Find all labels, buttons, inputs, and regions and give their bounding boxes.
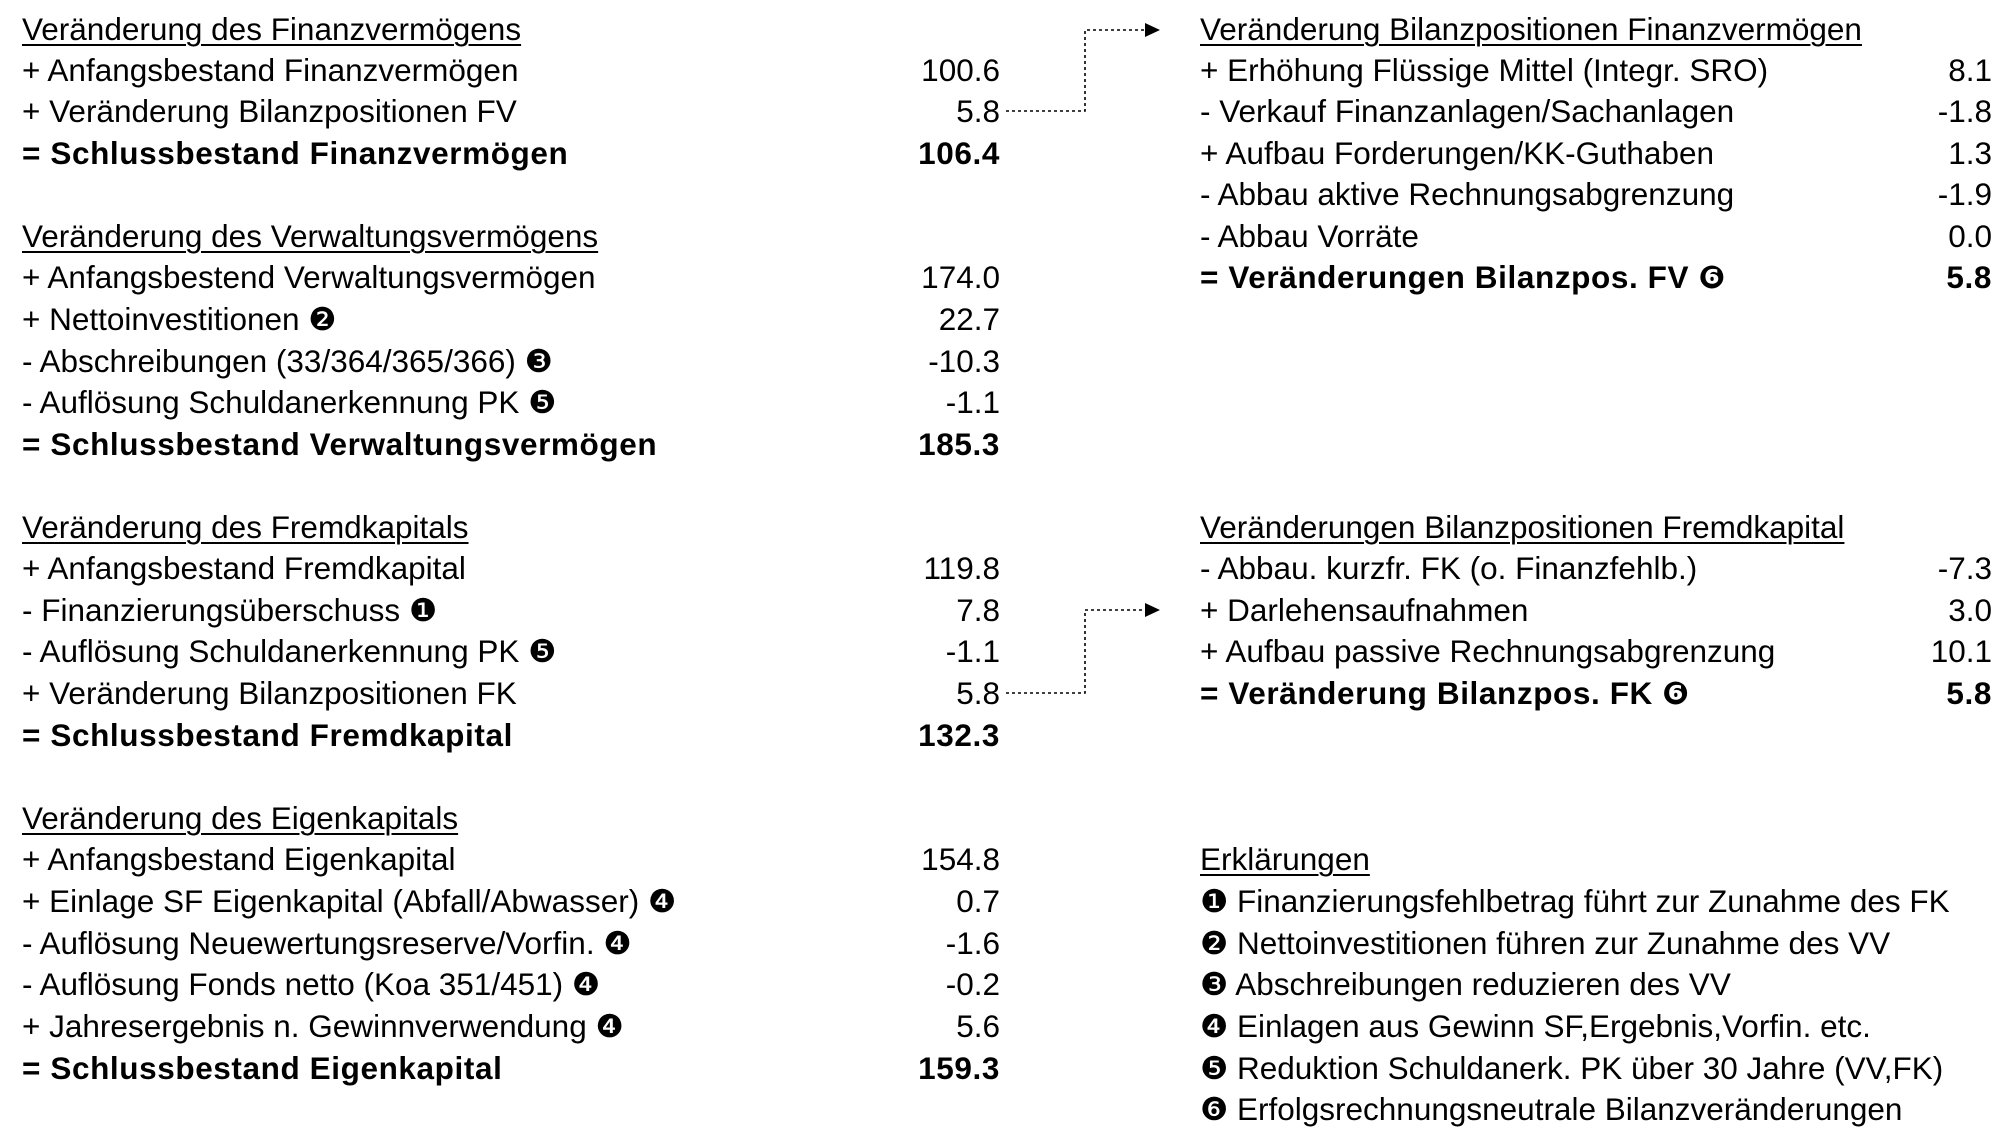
explanation-item: ❸ Abschreibungen reduzieren des VV [1200, 966, 1731, 1002]
row-value: -1.8 [1937, 93, 1992, 129]
total-label: = Schlussbestand Eigenkapital [22, 1050, 503, 1086]
row-value: -1.6 [945, 925, 1000, 961]
row-label: - Auflösung Neuewertungsreserve/Vorfin. ❹ [22, 925, 632, 961]
row-label: - Abbau aktive Rechnungsabgrenzung [1200, 176, 1735, 212]
row-value: 8.1 [1948, 52, 1992, 88]
total-label: = Veränderung Bilanzpos. FK ❻ [1200, 675, 1690, 711]
section-heading: Veränderung Bilanzpositionen Finanzvermögen [1200, 11, 1862, 47]
row-value: 5.8 [956, 675, 1000, 711]
row-value: 10.1 [1930, 633, 1992, 669]
row-label: + Nettoinvestitionen ❷ [22, 301, 337, 337]
row-label: + Anfangsbestand Eigenkapital [22, 841, 456, 877]
row-value: 100.6 [921, 52, 1000, 88]
total-label: = Schlussbestand Fremdkapital [22, 717, 513, 753]
connector-fk-arrow [1006, 603, 1160, 693]
section-heading: Veränderung des Finanzvermögens [22, 11, 522, 47]
total-label: = Veränderungen Bilanzpos. FV ❻ [1200, 259, 1726, 295]
row-value: -1.1 [945, 633, 1000, 669]
explanation-item: ❶ Finanzierungsfehlbetrag führt zur Zunahme des FK [1200, 883, 1950, 919]
explanations-heading: Erklärungen [1200, 841, 1370, 877]
explanation-item: ❷ Nettoinvestitionen führen zur Zunahme des VV [1200, 925, 1891, 961]
total-value: 5.8 [1946, 259, 1992, 295]
section-heading: Veränderungen Bilanzpositionen Fremdkapital [1200, 509, 1845, 545]
row-value: 22.7 [938, 301, 1000, 337]
row-label: + Anfangsbestend Verwaltungsvermögen [22, 259, 596, 295]
row-label: - Auflösung Fonds netto (Koa 351/451) ❹ [22, 966, 601, 1002]
explanation-item: ❻ Erfolgsrechnungsneutrale Bilanzveränderungen [1200, 1091, 1903, 1127]
row-value: -7.3 [1937, 550, 1992, 586]
total-value: 185.3 [918, 426, 1000, 462]
row-label: + Anfangsbestand Fremdkapital [22, 550, 466, 586]
connector-fv-arrow [1006, 23, 1160, 111]
row-value: 154.8 [921, 841, 1000, 877]
row-value: -10.3 [928, 343, 1000, 379]
row-value: -1.1 [945, 384, 1000, 420]
row-label: - Abbau Vorräte [1200, 218, 1419, 254]
row-value: -1.9 [1937, 176, 1992, 212]
row-label: - Auflösung Schuldanerkennung PK ❺ [22, 384, 557, 420]
row-label: + Anfangsbestand Finanzvermögen [22, 52, 519, 88]
row-value: 5.8 [956, 93, 1000, 129]
row-label: - Finanzierungsüberschuss ❶ [22, 592, 438, 628]
row-label: + Einlage SF Eigenkapital (Abfall/Abwasser) ❹ [22, 883, 677, 919]
row-value: 0.0 [1948, 218, 1992, 254]
row-label: - Abschreibungen (33/364/365/366) ❸ [22, 343, 553, 379]
row-label: + Erhöhung Flüssige Mittel (Integr. SRO) [1200, 52, 1769, 88]
row-label: + Darlehensaufnahmen [1200, 592, 1529, 628]
total-value: 132.3 [918, 717, 1000, 753]
explanation-item: ❺ Reduktion Schuldanerk. PK über 30 Jahre (VV,FK) [1200, 1050, 1944, 1086]
row-label: - Verkauf Finanzanlagen/Sachanlagen [1200, 93, 1735, 129]
row-value: 0.7 [956, 883, 1000, 919]
section-heading: Veränderung des Verwaltungsvermögens [22, 218, 599, 254]
row-value: 5.6 [956, 1008, 1000, 1044]
row-value: 1.3 [1948, 135, 1992, 171]
section-heading: Veränderung des Eigenkapitals [22, 800, 459, 836]
row-label: - Abbau. kurzfr. FK (o. Finanzfehlb.) [1200, 550, 1698, 586]
row-label: + Jahresergebnis n. Gewinnverwendung ❹ [22, 1008, 624, 1044]
total-value: 106.4 [918, 135, 1000, 171]
explanation-item: ❹ Einlagen aus Gewinn SF,Ergebnis,Vorfin. etc. [1200, 1008, 1871, 1044]
section-heading: Veränderung des Fremdkapitals [22, 509, 469, 545]
row-label: - Auflösung Schuldanerkennung PK ❺ [22, 633, 557, 669]
row-label: + Veränderung Bilanzpositionen FV [22, 93, 517, 129]
total-value: 159.3 [918, 1050, 1000, 1086]
total-label: = Schlussbestand Verwaltungsvermögen [22, 426, 658, 462]
row-label: + Aufbau passive Rechnungsabgrenzung [1200, 633, 1776, 669]
row-value: 119.8 [923, 550, 1000, 586]
total-label: = Schlussbestand Finanzvermögen [22, 135, 569, 171]
row-label: + Aufbau Forderungen/KK-Guthaben [1200, 135, 1714, 171]
row-value: 7.8 [956, 592, 1000, 628]
row-value: 174.0 [921, 259, 1000, 295]
row-value: -0.2 [945, 966, 1000, 1002]
row-value: 3.0 [1948, 592, 1992, 628]
total-value: 5.8 [1946, 675, 1992, 711]
row-label: + Veränderung Bilanzpositionen FK [22, 675, 517, 711]
